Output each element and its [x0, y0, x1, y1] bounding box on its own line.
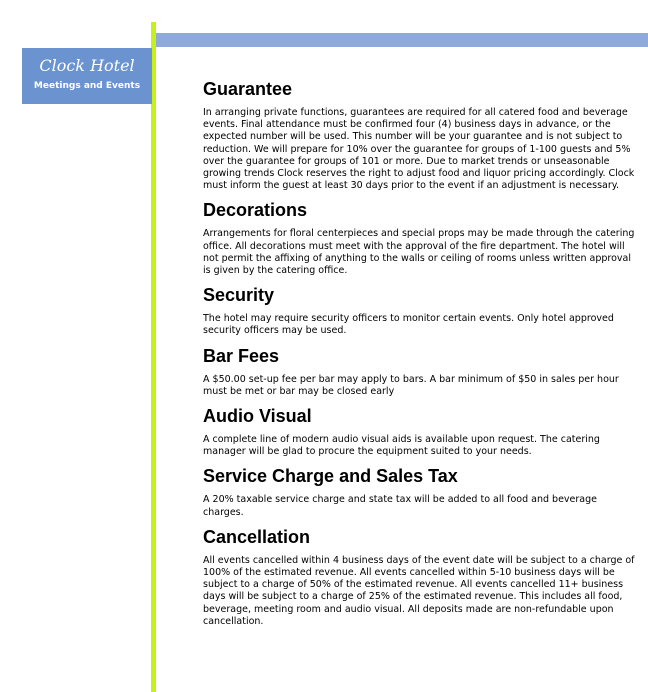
section-heading: Guarantee — [203, 79, 293, 99]
section-heading: Cancellation — [203, 526, 311, 547]
section-cancellation — [203, 526, 635, 628]
brand-box — [22, 48, 152, 104]
section-bar-fees — [203, 345, 635, 398]
vertical-accent-rule — [151, 22, 156, 692]
section-decorations — [203, 199, 635, 277]
brand-tagline: Meetings and Events — [33, 81, 141, 91]
section-body: In arranging private functions, guarantees are required for all catered food and beverage events. Final attendance must be confirmed four (4) business days in advance, or the expected number will be used. This number will be your guarantee and is not subject to reduction. We will prepare for 10% over the guarantee for groups of 1-100 guests and 5% over the guarantee for groups of 101 or more. Due to market trends or unseasonable growing trends Clock reserves the right to adjust food and liquor pricing accordingly. Clock must inform the guest at least 30 days prior to the event if an adjustment is necessary. — [203, 107, 635, 192]
section-heading: Decorations — [203, 200, 308, 221]
section-service-charge — [203, 465, 635, 518]
section-heading: Audio Visual — [203, 406, 312, 427]
section-heading: Service Charge and Sales Tax — [203, 466, 458, 487]
section-security — [203, 284, 635, 337]
brand-name: Clock Hotel — [39, 56, 135, 75]
section-body: A 20% taxable service charge and state tax will be added to all food and beverage charges. — [203, 494, 598, 518]
section-body: All events cancelled within 4 business days of the event date will be subject to a charge of 100% of the estimated revenue. All events cancelled within 5-10 business days will be subject to a charge of 50% of the estimated revenue. All events cancelled 11+ business days will be subject to a charge of 25% of the estimated revenue. This includes all food, beverage, meeting room and audio visual. All deposits made are non-refundable upon cancellation. — [203, 554, 635, 627]
policy-content — [203, 78, 635, 635]
section-heading: Security — [203, 285, 275, 306]
section-guarantee — [203, 78, 635, 192]
section-audio-visual — [203, 405, 635, 458]
section-body: The hotel may require security officers to monitor certain events. Only hotel approved security officers may be used. — [203, 313, 614, 337]
section-body: A complete line of modern audio visual aids is available upon request. The catering manager will be glad to procure the equipment suited to your needs. — [203, 434, 600, 458]
section-heading: Bar Fees — [203, 345, 280, 366]
section-body: A $50.00 set-up fee per bar may apply to bars. A bar minimum of $50 in sales per hour must be met or bar may be closed early — [203, 373, 619, 397]
section-body: Arrangements for floral centerpieces and special props may be made through the catering office. All decorations must meet with the approval of the fire department. The hotel will not permit the affixing of anything to the walls or ceiling of rooms unless written approval is given by the catering office. — [203, 228, 635, 277]
header-accent-bar — [156, 33, 648, 47]
